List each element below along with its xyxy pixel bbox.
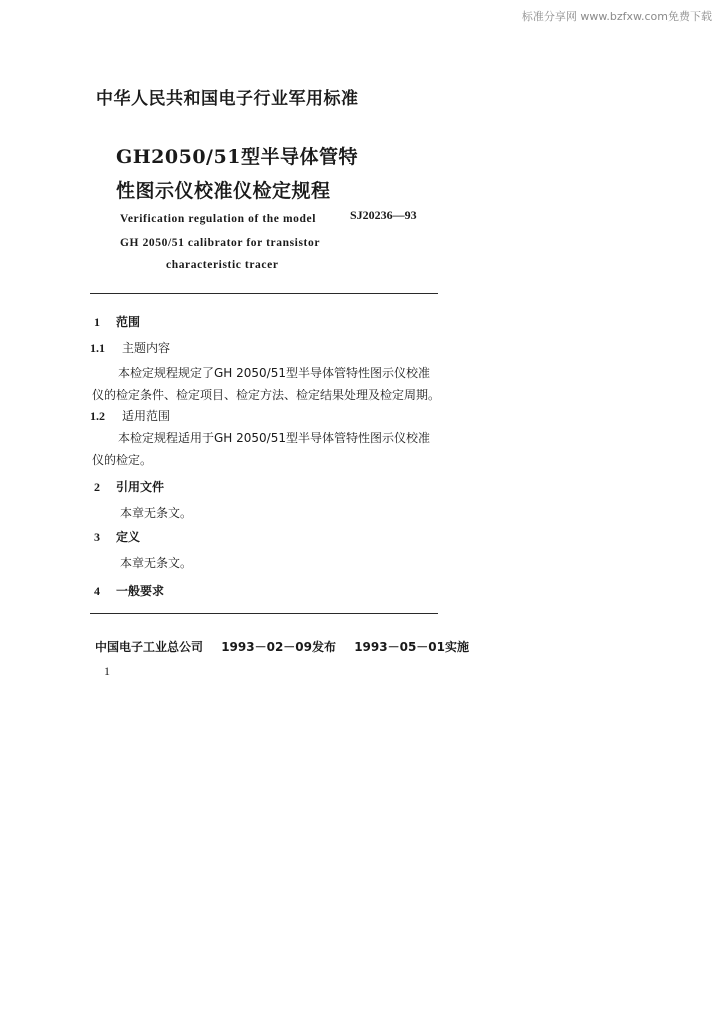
page-number: 1: [104, 664, 110, 678]
top-divider: [90, 293, 438, 294]
section-1-1-paragraph-line-2: 仪的检定条件、检定项目、检定方法、检定结果处理及检定周期。: [92, 388, 441, 402]
watermark-text: 标准分享网 www.bzfxw.com免费下载: [521, 10, 712, 23]
standard-number: SJ20236—93: [350, 208, 417, 222]
effective-date: 1993－05－01实施: [354, 640, 470, 654]
publish-date: 1993－02－09发布: [221, 640, 337, 654]
section-title: 主题内容: [122, 341, 171, 355]
section-number: 4: [94, 584, 100, 598]
section-2-heading: [94, 478, 164, 495]
section-number: 1: [94, 315, 100, 329]
english-title-line-1: Verification regulation of the model: [120, 213, 316, 225]
english-title-line-3: characteristic tracer: [166, 259, 279, 271]
section-3-paragraph: 本章无条文。: [120, 556, 193, 570]
issuance-footer: [95, 638, 483, 655]
issuer-name: 中国电子工业总公司: [95, 640, 204, 654]
section-1-2-heading: [90, 407, 170, 424]
section-number: 1.2: [90, 409, 105, 423]
section-1-2-paragraph-line-2: 仪的检定。: [92, 453, 153, 467]
section-title: 适用范围: [122, 409, 171, 423]
section-number: 1.1: [90, 341, 105, 355]
section-1-1-paragraph-line-1: 本检定规程规定了GH 2050/51型半导体管特性图示仪校准: [118, 366, 430, 380]
section-number: 2: [94, 480, 100, 494]
section-title: 引用文件: [116, 480, 165, 494]
section-1-heading: [94, 313, 140, 330]
bottom-divider: [90, 613, 438, 614]
section-1-1-heading: [90, 339, 170, 356]
english-title-line-2: GH 2050/51 calibrator for transistor: [120, 237, 321, 249]
section-2-paragraph: 本章无条文。: [120, 506, 193, 520]
section-number: 3: [94, 530, 100, 544]
standard-category-header: 中华人民共和国电子行业军用标准: [96, 89, 359, 109]
title-line-2: 性图示仪校准仪检定规程: [116, 180, 331, 202]
section-title: 一般要求: [116, 584, 165, 598]
section-3-heading: [94, 528, 140, 545]
section-title: 定义: [116, 530, 141, 544]
title-line-1: GH2050/51型半导体管特: [116, 146, 358, 168]
section-title: 范围: [116, 315, 141, 329]
section-1-2-paragraph-line-1: 本检定规程适用于GH 2050/51型半导体管特性图示仪校准: [118, 431, 430, 445]
section-4-heading: [94, 582, 164, 599]
